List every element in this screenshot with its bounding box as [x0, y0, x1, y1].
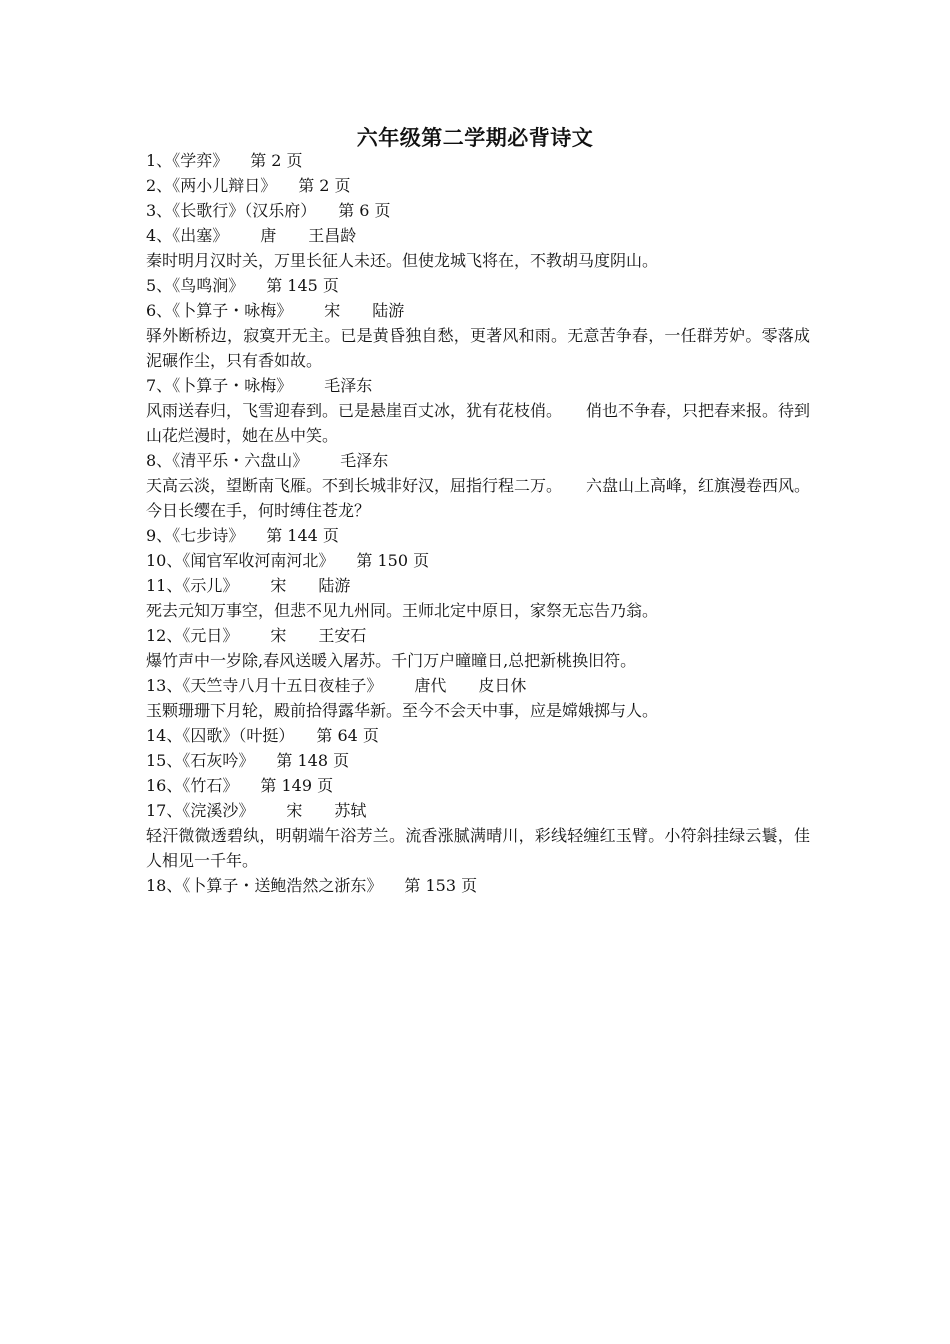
poem-name: 《长歌行》（汉乐府）	[172, 201, 317, 220]
item-index: 15、	[146, 751, 183, 770]
poem-author: 王安石	[318, 626, 367, 645]
list-item	[146, 448, 810, 473]
poem-text: 风雨送春归，飞雪迎春到。已是悬崖百丈冰，犹有花枝俏。 俏也不争春，只把春来报。待到山花烂漫时，她在丛中笑。	[146, 401, 811, 445]
item-index: 14、	[146, 726, 183, 745]
item-index: 2、	[146, 176, 173, 195]
poem-dynasty: 唐	[260, 226, 277, 245]
poem-list	[146, 148, 810, 898]
item-index: 18、	[146, 876, 183, 895]
page-number: 第 148 页	[276, 751, 350, 770]
list-item	[146, 548, 810, 573]
list-item	[146, 773, 810, 798]
poem-author: 皮日休	[478, 676, 527, 695]
poem-text: 轻汗微微透碧纨，明朝端午浴芳兰。流香涨腻满晴川，彩线轻缠红玉臂。小符斜挂绿云鬟，佳人相见一千年。	[146, 826, 810, 870]
item-index: 12、	[146, 626, 183, 645]
poem-text: 爆竹声中一岁除,春风送暖入屠苏。千门万户曈曈日,总把新桃换旧符。	[146, 651, 637, 670]
page-number: 第 2 页	[298, 176, 351, 195]
page-number: 第 150 页	[356, 551, 430, 570]
list-item	[146, 673, 810, 698]
item-index: 17、	[146, 801, 183, 820]
poem-name: 《囚歌》（叶挺）	[182, 726, 295, 745]
item-index: 1、	[146, 151, 173, 170]
poem-name: 《卜算子・咏梅》	[172, 376, 293, 395]
page-number: 第 2 页	[250, 151, 303, 170]
poem-name: 《天竺寺八月十五日夜桂子》	[182, 676, 383, 695]
poem-name: 《鸟鸣涧》	[172, 276, 245, 295]
poem-name: 《卜算子・送鲍浩然之浙东》	[182, 876, 383, 895]
poem-dynasty: 宋	[270, 576, 287, 595]
poem-name: 《竹石》	[182, 776, 239, 795]
poem-author: 王昌龄	[308, 226, 357, 245]
list-item	[146, 298, 810, 323]
poem-dynasty: 唐代	[414, 676, 447, 695]
item-index: 4、	[146, 226, 173, 245]
poem-name: 《七步诗》	[172, 526, 245, 545]
list-item	[146, 273, 810, 298]
item-index: 11、	[146, 576, 183, 595]
poem-dynasty: 宋	[286, 801, 303, 820]
list-item	[146, 198, 810, 223]
list-item	[146, 148, 810, 173]
poem-name: 《清平乐・六盘山》	[172, 451, 309, 470]
item-index: 10、	[146, 551, 183, 570]
list-item	[146, 173, 810, 198]
poem-name: 《两小儿辩日》	[172, 176, 277, 195]
poem-author: 陆游	[318, 576, 351, 595]
list-item	[146, 723, 810, 748]
page-title: 六年级第二学期必背诗文	[356, 125, 594, 150]
poem-name: 《示儿》	[182, 576, 239, 595]
list-item	[146, 623, 810, 648]
poem-name: 《元日》	[182, 626, 239, 645]
list-item	[146, 573, 810, 598]
item-index: 13、	[146, 676, 183, 695]
poem-author: 毛泽东	[324, 376, 373, 395]
item-index: 9、	[146, 526, 173, 545]
poem-author: 陆游	[372, 301, 405, 320]
poem-author: 苏轼	[334, 801, 367, 820]
item-index: 8、	[146, 451, 173, 470]
poem-text: 驿外断桥边，寂寞开无主。已是黄昏独自愁，更著风和雨。无意苦争春，一任群芳妒。零落成泥碾作尘，只有香如故。	[146, 326, 810, 370]
list-item	[146, 748, 810, 773]
poem-author: 毛泽东	[340, 451, 389, 470]
poem-text: 玉颗珊珊下月轮，殿前拾得露华新。至今不会天中事，应是嫦娥掷与人。	[146, 701, 659, 720]
poem-text: 天高云淡，望断南飞雁。不到长城非好汉，屈指行程二万。 六盘山上高峰，红旗漫卷西风。今日长缨在手，何时缚住苍龙？	[146, 476, 811, 520]
list-item	[146, 223, 810, 248]
poem-text: 死去元知万事空，但悲不见九州同。王师北定中原日，家祭无忘告乃翁。	[146, 601, 659, 620]
poem-name: 《闻官军收河南河北》	[182, 551, 335, 570]
poem-name: 《石灰吟》	[182, 751, 255, 770]
item-index: 3、	[146, 201, 173, 220]
poem-name: 《卜算子・咏梅》	[172, 301, 293, 320]
item-index: 5、	[146, 276, 173, 295]
page-number: 第 145 页	[266, 276, 339, 295]
list-item	[146, 523, 810, 548]
item-index: 7、	[146, 376, 173, 395]
list-item	[146, 873, 810, 898]
poem-name: 《学弈》	[172, 151, 229, 170]
item-index: 16、	[146, 776, 183, 795]
poem-text: 秦时明月汉时关，万里长征人未还。但使龙城飞将在，不教胡马度阴山。	[146, 251, 659, 270]
poem-dynasty: 宋	[270, 626, 287, 645]
page-number: 第 144 页	[266, 526, 339, 545]
list-item	[146, 373, 810, 398]
page-number: 第 6 页	[338, 201, 391, 220]
poem-name: 《浣溪沙》	[182, 801, 255, 820]
poem-name: 《出塞》	[172, 226, 229, 245]
page-number: 第 149 页	[260, 776, 334, 795]
list-item	[146, 798, 810, 823]
page-number: 第 64 页	[316, 726, 379, 745]
page-number: 第 153 页	[404, 876, 478, 895]
item-index: 6、	[146, 301, 173, 320]
poem-dynasty: 宋	[324, 301, 341, 320]
